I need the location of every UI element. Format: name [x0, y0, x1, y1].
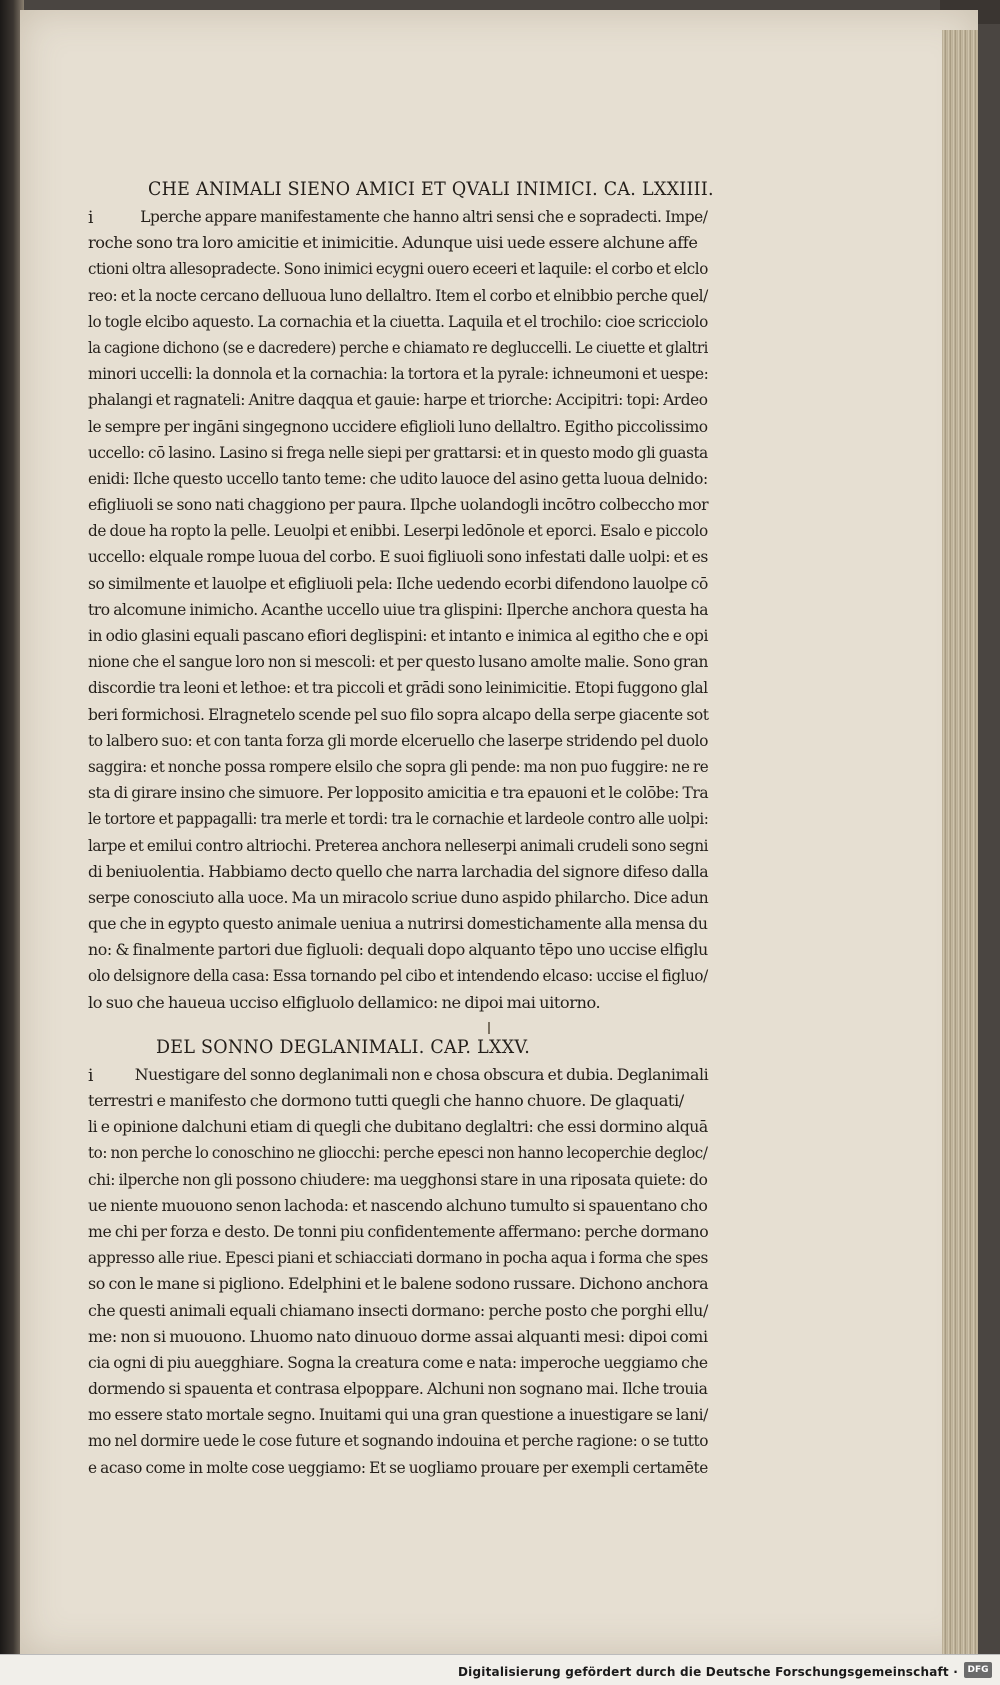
page-edges: [942, 30, 978, 1670]
text-line: de doue ha ropto la pelle. Leuolpi et enibbi. Leserpi ledōnole et eporci. Esalo e piccolo: [88, 521, 708, 541]
text-line: Lperche appare manifestamente che hanno altri sensi che e sopradecti. Impe/: [140, 207, 708, 226]
text-line: nione che el sangue loro non si mescoli: et per questo lusano amolte malie. Sono gran: [88, 652, 708, 672]
text-line: sta di girare insino che simuore. Per loppositο amicitia e tra epauoni et le colōbe: Tra: [88, 783, 709, 803]
text-line: ue niente muouono senon lachoda: et nascendo alchuno tumulto si spauentano cho: [88, 1195, 708, 1215]
text-line: le tortore et pappagalli: tra merle et tordi: tra le cornachie et lardeole contro alle uolpi:: [88, 809, 709, 829]
text-line: in odio glasini equali pascano efiori deglispini: et intanto e inimica al egitho che e opi: [88, 626, 708, 645]
text-line: uccello: elquale rompe luoua del corbo. E suoi figliuoli sono infestati dalle uolpi: et es: [88, 547, 708, 567]
guide-letter: i: [88, 208, 94, 228]
text-line: lo togle elcibo aquesto. La cornachia et la ciuetta. Laquila et el trochilo: cioe scricciolo: [88, 311, 708, 331]
text-line: terrestri e manifesto che dormono tutti quegli che hanno chuore. De glaquati/: [88, 1091, 684, 1110]
text-line: efigliuoli se sono nati chaggiono per paura. Ilpche uolandogli incōtro colbeccho mor: [88, 495, 709, 515]
text-line: lo suo che haueua uccisο elfigluolo dellamico: ne dipoi mai uitorno.: [88, 992, 601, 1012]
text-line: ctioni oltra allesopradecte. Sono inimici ecygni ouero eceeri et laquile: el corbo et elclo: [88, 259, 708, 279]
footer-bar: [0, 1654, 1000, 1685]
text-line: beri formichosi. Elragnetelo scende pel suo filo sopra alcapo della serpe giacente sot: [88, 704, 709, 724]
chapter-body-75: [88, 1062, 708, 1481]
text-line: chi: ilperche non gli possono chiudere: ma uegghonsi stare in una riposata quiete: do: [88, 1169, 708, 1189]
text-line: enidi: Ilche questo uccello tanto teme: che udito lauoce del asino getta luoua delnido:: [88, 468, 708, 488]
footer-credit: Digitalisierung gefördert durch die Deutsche Forschungsgemeinschaft ·: [458, 1665, 958, 1679]
dfg-logo: DFG: [964, 1662, 992, 1678]
chapter-title-74: CHE ANIMALI SIENO AMICI ET QVALI INIMICI. CA. LXXIIII.: [148, 178, 714, 200]
text-line: li e opinione dalchuni etiam di quegli che dubitano deglaltri: che essi dormino alquā: [88, 1117, 708, 1137]
text-line: to lalbero suo: et con tanta forza gli morde elceruello che laserpe stridendo pel duolo: [88, 730, 708, 750]
text-line: e acaso come in molte cose ueggiamo: Et se uogliamo prouare per exempli certamēte: [88, 1457, 708, 1477]
text-line: tro alcomune inimicho. Acanthe uccello uiue tra glispini: Ilperche anchora questa ha: [88, 599, 709, 619]
text-line: reo: et la nocte cercano delluoua luno dellaltro. Item el corbo et elnibbio perche quel/: [88, 285, 708, 305]
text-line: no: & finalmente partori due figluoli: dequali dopo alquanto tēpo uno uccise elfiglu: [88, 940, 708, 960]
text-line: di beniuolentia. Habbiamo decto quello che narra larchadia del signore difeso dalla: [88, 861, 709, 881]
text-line: la cagione dichono (se e dacredere) perche e chiamato re degluccelli. Le ciuette et glaltri: [88, 337, 708, 357]
text-line: so similmente et lauolpe et efigliuoli pela: Ilche uedendo ecorbi difendono lauolpe cō: [88, 573, 708, 593]
guide-letter: i: [88, 1065, 94, 1086]
text-line: saggira: et nonche possa rompere elsilo che sopra gli pende: ma non puo fuggire: ne re: [88, 756, 709, 776]
text-line: minori uccelli: la donnola et la cornachia: la tortora et la pyrale: ichneumoni et uespe:: [88, 364, 709, 384]
text-line: mo nel dormire uede le cose future et sognando indouina et perche ragione: o se tutto: [88, 1431, 708, 1451]
ink-mark: [488, 1022, 490, 1034]
text-line: dormendo si spauenta et contrasa elpoppare. Alchuni non sognano mai. Ilche trouia: [88, 1379, 708, 1399]
text-line: appresso alle riue. Epesci piani et schiacciati dormano in pocha aqua i forma che spes: [88, 1248, 708, 1268]
text-line: serpe conosciuto alla uoce. Ma un miracolo scriue duno aspido philarcho. Dice adun: [88, 887, 709, 907]
text-line: roche sono tra loro amicitie et inimicitie. Adunque uisi uede essere alchune affe: [88, 233, 698, 253]
text-line: que che in egypto questo animale ueniua a nutrirsi domestichamente alla mensa du: [88, 914, 708, 934]
text-line: uccello: cō lasino. Lasino si frega nelle siepi per grattarsi: et in questo modo gli guasta: [88, 442, 708, 462]
text-line: che questi animali equali chiamano insecti dormano: perche posto che porghi ellu/: [88, 1300, 708, 1320]
text-line: me: non si muouono. Lhuomo nato dinuouo dorme assai alquanti mesi: dipoi comi: [88, 1326, 708, 1346]
chapter-body-74: [88, 204, 708, 1016]
text-line: Nuestigare del sonno deglanimali non e chosa obscura et dubia. Deglanimali: [134, 1064, 709, 1084]
text-line: larpe et emilui contro altriochi. Preterea anchora nelleserpi animali crudeli sono segni: [88, 835, 709, 855]
text-line: phalangi et ragnateli: Anitre daqqua et gauie: harpe et triorche: Accipitri: topi: Ardeo: [88, 390, 708, 410]
text-line: me chi per forza e desto. De tonni piu confidentemente affermano: perche dormano: [88, 1221, 709, 1241]
text-line: mo essere stato mortale segno. Inuitami qui una gran questione a inuestigare se lani/: [88, 1405, 708, 1425]
chapter-title-75: DEL SONNO DEGLANIMALI. CAP. LXXV.: [156, 1035, 531, 1058]
text-line: to: non perche lo conoschino ne gliocchi: perche epesci non hanno lecoperchie degloc/: [88, 1143, 708, 1163]
text-line: discordie tra leoni et lethoe: et tra piccoli et grādi sono leinimicitie. Etopi fuggono glal: [88, 678, 708, 698]
text-line: so con le mane si pigliono. Edelphini et le balene sodono russare. Dichono anchora: [88, 1274, 709, 1294]
text-line: olo delsignore della casa: Essa tornando pel cibo et intendendo elcaso: uccise el figluo/: [88, 966, 708, 986]
text-column: [88, 178, 714, 1481]
text-line: le sempre per ingāni singegnono uccidere efiglioli luno dellaltro. Egitho piccolissimo: [88, 416, 708, 436]
text-line: cia ogni di piu auegghiare. Sogna la creatura come e nata: imperoche ueggiamo che: [88, 1352, 708, 1372]
